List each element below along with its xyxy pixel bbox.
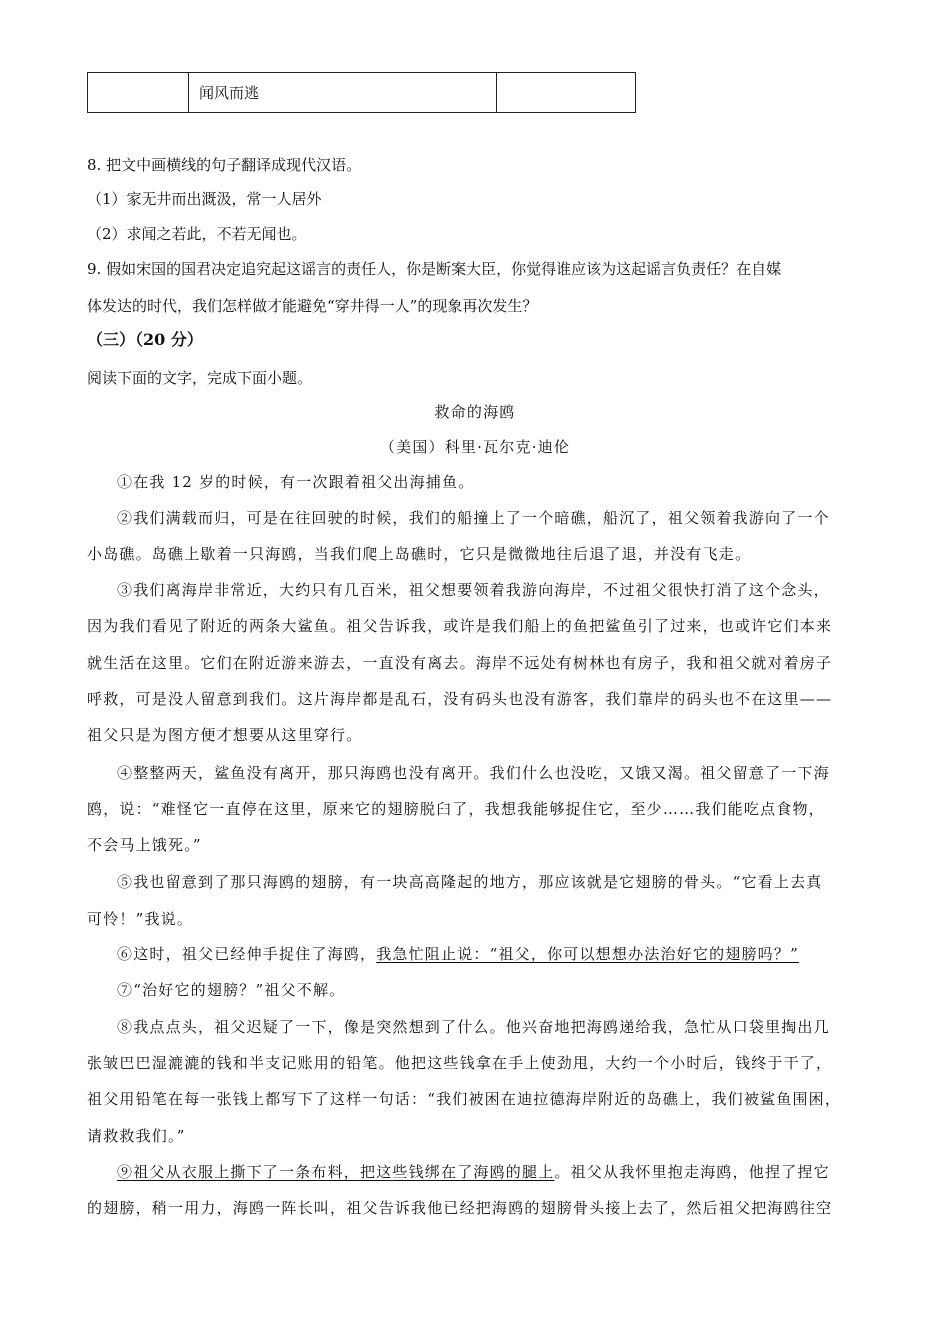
story-paragraph-line: ①在我 12 岁的时候，有一次跟着祖父出海捕鱼。 — [117, 473, 475, 491]
q8-sentence-2: （2）求闻之若此，不若无闻也。 — [87, 225, 307, 243]
table-cell-left — [88, 73, 189, 113]
story-paragraph-line: 因为我们看见了附近的两条大鲨鱼。祖父告诉我，或许是我们船上的鱼把鲨鱼引了过来，也或许它们本来 — [87, 617, 833, 635]
story-paragraph-line — [117, 1162, 830, 1182]
story-paragraph-line: 不会马上饿死。” — [87, 836, 202, 854]
story-paragraph-line: ⑦“治好它的翅膀？”祖父不解。 — [117, 981, 346, 999]
section-heading: （三）（20 分） — [87, 330, 203, 349]
table-cell-right — [497, 73, 636, 113]
story-paragraph-line: 祖父用铅笔在每一张钱上都写下了这样一句话：“我们被困在迪拉德海岸附近的岛礁上，我们被鲨鱼围困， — [87, 1090, 842, 1108]
story-paragraph-line: 祖父只是为图方便才想要从这里穿行。 — [87, 726, 363, 744]
q8-sentence-1: （1）家无井而出溉汲，常一人居外 — [87, 190, 322, 208]
story-paragraph-line: ②我们满载而归，可是在往回驶的时候，我们的船撞上了一个暗礁，船沉了，祖父领着我游向了一个 — [117, 509, 830, 527]
story-paragraph-line: ⑤我也留意到了那只海鸥的翅膀，有一块高高隆起的地方，那应该就是它翅膀的骨头。“它看上去真 — [117, 873, 823, 891]
story-text: 。祖父从我怀里抱走海鸥，他捏了捏它 — [554, 1163, 830, 1181]
story-text: ⑥这时，祖父已经伸手捉住了海鸥， — [117, 945, 377, 963]
story-paragraph-line: 请救救我们。” — [87, 1127, 186, 1145]
story-paragraph-line: 小岛礁。岛礁上歇着一只海鸥，当我们爬上岛礁时，它只是微微地往后退了退，并没有飞走。 — [87, 545, 752, 563]
q9-line-1: 9. 假如宋国的国君决定追究起这谣言的责任人，你是断案大臣，你觉得谁应该为这起谣言负责任？在自媒 — [87, 260, 782, 278]
underlined-sentence: 我急忙阻止说：“祖父，你可以想想办法治好它的翅膀吗？” — [376, 945, 799, 963]
story-paragraph-line: 的翅膀，稍一用力，海鸥一阵长叫，祖父告诉我他已经把海鸥的翅膀骨头接上去了，然后祖父把海鸥往空 — [87, 1199, 833, 1217]
answer-table — [87, 72, 636, 113]
underlined-sentence: ⑨祖父从衣服上撕下了一条布料，把这些钱绑在了海鸥的腿上 — [117, 1163, 555, 1181]
q8-prompt: 8. 把文中画横线的句子翻译成现代汉语。 — [87, 156, 362, 174]
story-paragraph-line: ④整整两天，鲨鱼没有离开，那只海鸥也没有离开。我们什么也没吃，又饿又渴。祖父留意了一下海 — [117, 764, 830, 782]
story-paragraph-line: 就生活在这里。它们在附近游来游去，一直没有离去。海岸不远处有树林也有房子，我和祖父就对着房子 — [87, 654, 833, 672]
story-paragraph-line: ⑧我点点头，祖父迟疑了一下，像是突然想到了什么。他兴奋地把海鸥递给我，急忙从口袋里掏出几 — [117, 1018, 830, 1036]
q9-line-2: 体发达的时代，我们怎样做才能避免“穿井得一人”的现象再次发生？ — [87, 297, 538, 315]
table-cell-middle: 闻风而逃 — [189, 73, 497, 113]
story-paragraph-line — [117, 944, 799, 964]
story-paragraph-line: ③我们离海岸非常近，大约只有几百米，祖父想要领着我游向海岸，不过祖父很快打消了这个念头， — [117, 581, 830, 599]
story-title: 救命的海鸥 — [434, 403, 516, 421]
section-instruction: 阅读下面的文字，完成下面小题。 — [87, 369, 313, 387]
story-paragraph-line: 鸥，说：“难怪它一直停在这里，原来它的翅膀脱臼了，我想我能够捉住它，至少……我们能吃点食物， — [87, 800, 825, 818]
story-author: （美国）科里·瓦尔克·迪伦 — [379, 438, 571, 456]
story-paragraph-line: 呼救，可是没人留意到我们。这片海岸都是乱石，没有码头也没有游客，我们靠岸的码头也不在这里—— — [87, 690, 833, 708]
story-paragraph-line: 张皱巴巴湿漉漉的钱和半支记账用的铅笔。他把这些钱拿在手上使劲甩，大约一个小时后，钱终于干了， — [87, 1054, 833, 1072]
story-paragraph-line: 可怜！”我说。 — [87, 910, 194, 928]
